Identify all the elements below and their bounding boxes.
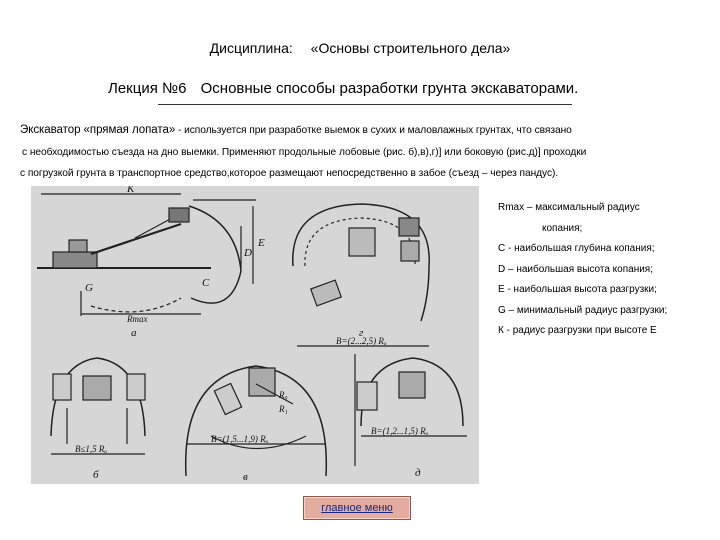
- lecture-heading: [108, 80, 578, 97]
- panel-label-a: а: [131, 327, 137, 339]
- panel-label-b: б: [93, 469, 99, 481]
- body-line-1-text: - используется при разработке выемок в сухих и маловлажных грунтах, что связано: [175, 125, 572, 136]
- discipline-line: [0, 40, 720, 56]
- label-d: D: [244, 247, 252, 259]
- excavator-diagram: [31, 186, 479, 484]
- legend-item: Е - наибольшая высота разгрузки;: [498, 284, 657, 295]
- panel-d-plan: [355, 354, 467, 466]
- legend-item: С - наибольшая глубина копания;: [498, 243, 655, 254]
- panel-label-v: в: [243, 471, 248, 483]
- discipline-label: Дисциплина:: [209, 40, 293, 56]
- dim-b-3: B=(1,5...1,9) Rₒ: [211, 434, 269, 444]
- discipline-name: «Основы строительного дела»: [310, 40, 511, 56]
- body-line-2: с необходимостью съезда на дно выемки. Применяют продольные лобовые (рис. б),в),г)] или боковую (рис.д)] проходки: [22, 147, 587, 158]
- body-line-3: с погрузкой грунта в транспортное средство,которое размещают непосредственно в забое (съезд – через пандус).: [20, 168, 559, 179]
- dim-b-2: B≤1,5 Rₒ: [75, 444, 108, 454]
- lecture-title: Основные способы разработки грунта экскаваторами.: [200, 80, 579, 97]
- panel-v-plan: [186, 366, 327, 476]
- legend-item: G – минимальный радиус разгрузки;: [498, 304, 668, 316]
- legend-item: К - радиус разгрузки при высоте Е: [498, 325, 657, 336]
- legend-item: D – наибольшая высота копания;: [498, 263, 653, 275]
- panel-label-d: д: [415, 467, 421, 479]
- legend-item: Rmax – максимальный радиус: [498, 202, 640, 213]
- legend-item: копания;: [542, 222, 583, 234]
- dim-b-4: B=(1,2...1,5) Rₒ: [371, 426, 429, 436]
- excavator-diagram-figure: [31, 186, 479, 484]
- lecture-number: Лекция №6: [108, 80, 187, 97]
- body-lead: Экскаватор «прямая лопата»: [20, 124, 176, 136]
- body-line-1: [20, 124, 572, 136]
- title-underline: [158, 104, 572, 105]
- label-rmax: Rmax: [127, 314, 148, 324]
- panel-b-plan: [51, 358, 145, 454]
- label-e: E: [258, 237, 265, 249]
- label-k: K: [127, 186, 135, 195]
- label-c: C: [202, 277, 210, 289]
- panel-g-plan: [293, 204, 429, 346]
- legend: [498, 198, 713, 342]
- main-menu-label: главное меню: [321, 502, 393, 514]
- dim-r0: R₀: [279, 390, 288, 400]
- dim-b-1: B=(2...2,5) Rₒ: [336, 336, 387, 346]
- panel-label-g: г: [359, 327, 364, 339]
- panel-a-profile: [37, 194, 256, 316]
- label-g: G: [85, 282, 93, 294]
- main-menu-button[interactable]: [303, 496, 411, 520]
- dim-r1: R₁: [279, 404, 288, 414]
